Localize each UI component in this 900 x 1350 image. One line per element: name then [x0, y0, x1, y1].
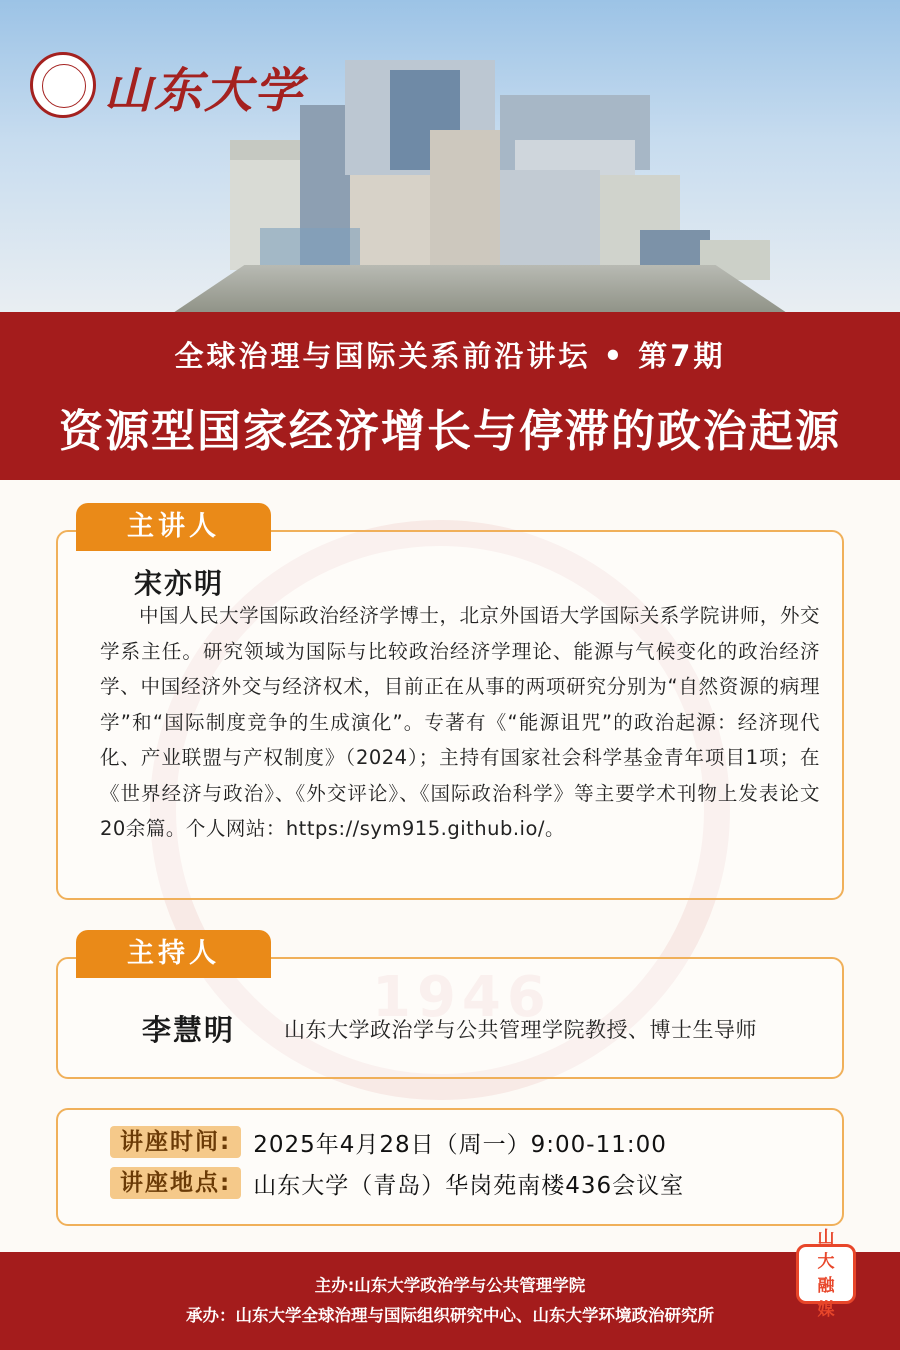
- organizer-text: 主办:山东大学政治学与公共管理学院: [314, 1276, 586, 1295]
- lecture-place-value: 山东大学（青岛）华岗苑南楼436会议室: [253, 1172, 685, 1199]
- lecture-time-row: [110, 1125, 667, 1159]
- lecture-place-row: [110, 1166, 684, 1200]
- plaza-steps: [170, 265, 790, 312]
- university-logo-text: 山东大学: [104, 63, 305, 119]
- co-organizer-text: 承办：山东大学全球治理与国际组织研究中心、山东大学环境政治研究所: [186, 1306, 714, 1325]
- host-name: 李慧明: [142, 1013, 236, 1047]
- watermark-year: 1946: [372, 965, 552, 1030]
- speaker-name: 宋亦明: [134, 567, 225, 600]
- badge-char: 大: [817, 1252, 835, 1272]
- forum-subtitle: 全球治理与国际关系前沿讲坛 • 第7期: [174, 339, 726, 373]
- badge-char: 山: [817, 1228, 835, 1248]
- sdu-media-badge-icon: [796, 1228, 856, 1320]
- badge-char: 媒: [817, 1300, 835, 1320]
- lecture-title: 资源型国家经济增长与停滞的政治起源: [59, 406, 841, 457]
- speaker-tag: 主讲人: [76, 503, 271, 551]
- host-tag: 主持人: [76, 930, 271, 978]
- host-title: 山东大学政治学与公共管理学院教授、博士生导师: [284, 1018, 757, 1042]
- badge-char: 融: [817, 1276, 835, 1296]
- lecture-place-label: 讲座地点:: [110, 1167, 241, 1199]
- speaker-bio: 中国人民大学国际政治经济学博士，北京外国语大学国际关系学院讲师，外交学系主任。研究领域为国际与比较政治经济学理论、能源与气候变化的政治经济学、中国经济外交与经济权术，目前正在从事的两项研究分别为“自然资源的病理学”和“国际制度竞争的生成演化”。专著有《“能源诅咒”的政治起源：经济现代化、产业联盟与产权制度》（2024）；主持有国家社会科学基金青年项目1项；在《世界经济与政治》、《外交评论》、《国际政治科学》等主要学术刊物上发表论文20余篇。个人网站：https://sym915.github.io/。: [100, 604, 820, 840]
- university-seal-icon: [30, 52, 96, 118]
- header-banner: [0, 0, 900, 312]
- lecture-time-label: 讲座时间:: [110, 1126, 241, 1158]
- lecture-time-value: 2025年4月28日（周一）9:00-11:00: [253, 1131, 667, 1158]
- footer-band: [0, 1252, 900, 1350]
